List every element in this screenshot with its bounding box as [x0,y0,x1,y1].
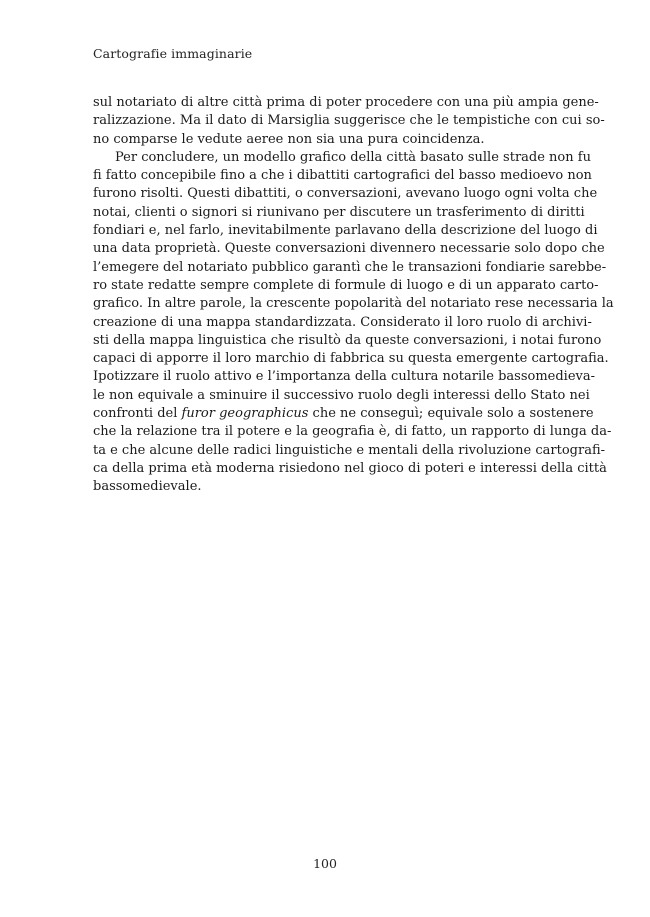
text-segment: che ne conseguì; equivale solo a sostenere [308,406,594,422]
body-text [93,94,614,497]
text-line: ro state redatte sempre complete di formule di luogo e di un apparato carto- [93,277,599,293]
text-line: fi fatto concepibile fino a che i dibattiti cartografici del basso medioevo non [93,168,592,184]
text-line: sti della mappa linguistica che risultò da queste conversazioni, i notai furono [93,332,602,348]
text-line: no comparse le vedute aeree non sia una pura coincidenza. [93,131,485,147]
text-line: Ipotizzare il ruolo attivo e l’importanza della cultura notarile bassomedieva- [93,369,596,385]
text-line: grafico. In altre parole, la crescente popolarità del notariato rese necessaria la [93,296,614,312]
text-line: ca della prima età moderna risiedono nel gioco di poteri e interessi della città [93,460,607,476]
text-line: notai, clienti o signori si riunivano per discutere un trasferimento di diritti [93,204,585,220]
text-line [93,405,594,423]
text-line: le non equivale a sminuire il successivo ruolo degli interessi dello Stato nei [93,387,590,403]
text-line: bassomedievale. [93,479,202,495]
text-line: fondiari e, nel farlo, inevitabilmente parlavano della descrizione del luogo di [93,223,598,239]
text-line: sul notariato di altre città prima di poter procedere con una più ampia gene- [93,95,599,110]
text-line: furono risolti. Questi dibattiti, o conversazioni, avevano luogo ogni volta che [93,186,598,202]
italic-phrase: furor geographicus [181,406,309,422]
page-number: 100 [313,856,337,871]
text-line: ta e che alcune delle radici linguistiche e mentali della rivoluzione cartografi- [93,442,606,458]
running-header: Cartografie immaginarie [93,46,253,61]
text-line: capaci di apporre il loro marchio di fabbrica su questa emergente cartografia. [93,351,609,367]
text-segment: confronti del [93,406,182,422]
text-line: ralizzazione. Ma il dato di Marsiglia suggerisce che le tempistiche con cui so- [93,113,605,129]
text-line: l’emegere del notariato pubblico garantì che le transazioni fondiarie sarebbe- [93,259,607,275]
text-line: che la relazione tra il potere e la geografia è, di fatto, un rapporto di lunga da- [93,424,612,440]
text-line: una data proprietà. Queste conversazioni divennero necessarie solo dopo che [93,241,605,257]
text-line: creazione di una mappa standardizzata. Considerato il loro ruolo di archivi- [93,314,592,330]
text-line: Per concludere, un modello grafico della città basato sulle strade non fu [115,149,591,165]
